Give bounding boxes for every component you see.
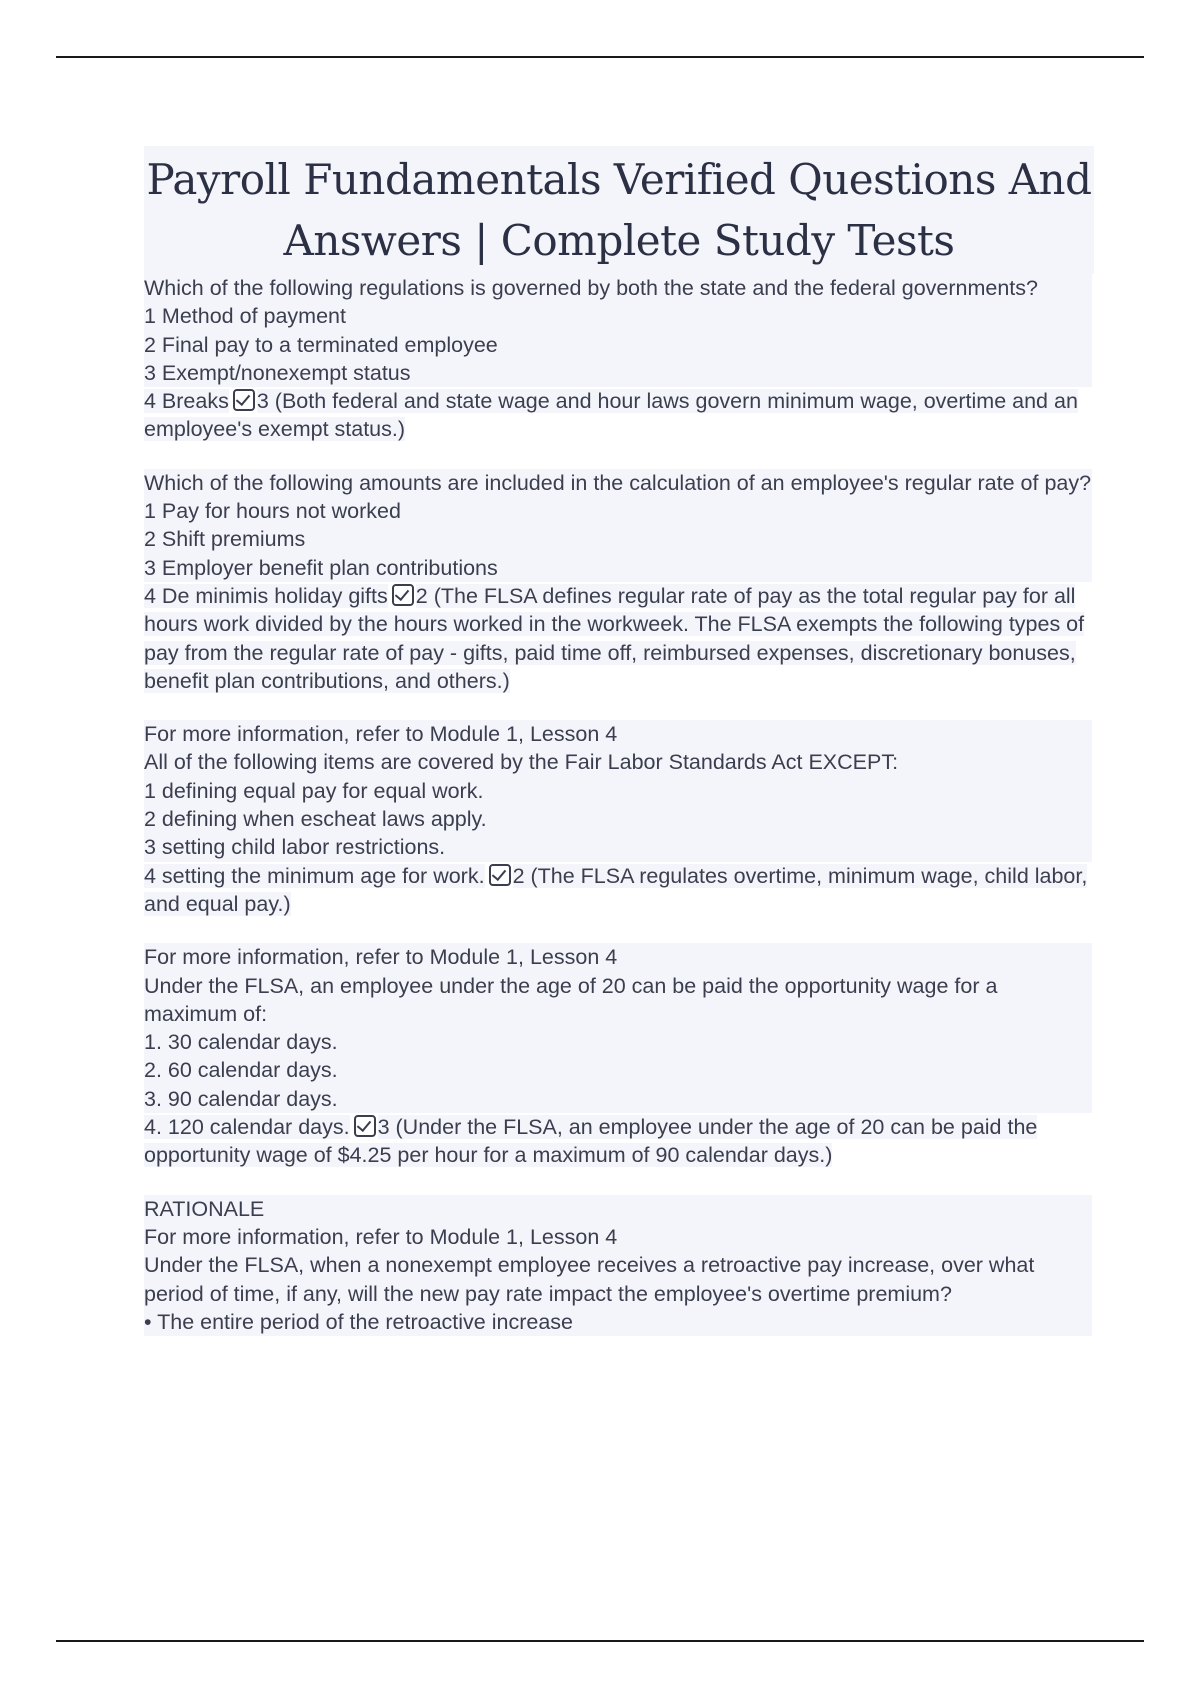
question-block-5 — [144, 1195, 1092, 1336]
option: 1. 30 calendar days. — [144, 1028, 1092, 1056]
option: 4 setting the minimum age for work. — [144, 863, 485, 888]
option: • The entire period of the retroactive increase — [144, 1308, 1092, 1336]
question-text: Under the FLSA, when a nonexempt employee receives a retroactive pay increase, over what period of time, if any, will the new pay rate impact the employee's overtime premium? — [144, 1251, 1092, 1308]
document-title: Payroll Fundamentals Verified Questions And Answers | Complete Study Tests — [144, 146, 1094, 274]
option: 1 defining equal pay for equal work. — [144, 777, 1092, 805]
check-icon — [354, 1115, 376, 1137]
check-icon — [392, 584, 414, 606]
option: 1 Pay for hours not worked — [144, 497, 1092, 525]
option: 3. 90 calendar days. — [144, 1085, 1092, 1113]
answer-text: 2 (The FLSA regulates overtime, minimum wage, child labor, and equal pay.) — [144, 863, 1088, 916]
header-rule — [56, 56, 1144, 58]
option: 4 De minimis holiday gifts — [144, 583, 388, 608]
option: 4. 120 calendar days. — [144, 1115, 350, 1140]
footer-rule — [56, 1640, 1144, 1642]
option: 3 Exempt/nonexempt status — [144, 359, 1092, 387]
question-text: Under the FLSA, an employee under the age of 20 can be paid the opportunity wage for a maximum of: — [144, 972, 1092, 1029]
answer-text: 3 (Under the FLSA, an employee under the age of 20 can be paid the opportunity wage of $4.25 per hour for a maximum of 90 calendar days.) — [144, 1115, 1038, 1168]
option: 2 Final pay to a terminated employee — [144, 331, 1092, 359]
check-icon — [489, 864, 511, 886]
question-block-4 — [144, 943, 1092, 1169]
option: 2 Shift premiums — [144, 525, 1092, 553]
option: 1 Method of payment — [144, 302, 1092, 330]
answer-text: 3 (Both federal and state wage and hour laws govern minimum wage, overtime and an employee's exempt status.) — [144, 389, 1078, 442]
question-block-1 — [144, 274, 1092, 444]
question-text: Which of the following amounts are included in the calculation of an employee's regular rate of pay? — [144, 469, 1092, 497]
reference-text: For more information, refer to Module 1, Lesson 4 — [144, 720, 1092, 748]
option: 3 setting child labor restrictions. — [144, 833, 1092, 861]
reference-text: For more information, refer to Module 1, Lesson 4 — [144, 943, 1092, 971]
question-text: All of the following items are covered by the Fair Labor Standards Act EXCEPT: — [144, 748, 1092, 776]
document-body — [144, 146, 1092, 1336]
check-icon — [233, 389, 255, 411]
option: 3 Employer benefit plan contributions — [144, 554, 1092, 582]
option: 2 defining when escheat laws apply. — [144, 805, 1092, 833]
option: 2. 60 calendar days. — [144, 1056, 1092, 1084]
question-text: Which of the following regulations is governed by both the state and the federal governments? — [144, 274, 1092, 302]
rationale-label: RATIONALE — [144, 1195, 1092, 1223]
question-block-2 — [144, 469, 1092, 695]
answer-text: 2 (The FLSA defines regular rate of pay as the total regular pay for all hours work divided by the hours worked in the workweek. The FLSA exempts the following types of pay from the regular rate of pay - gifts, paid time off, reimbursed expenses, discretionary bonuses, benefit plan contributions, and others.) — [144, 583, 1085, 693]
question-block-3 — [144, 720, 1092, 918]
option: 4 Breaks — [144, 389, 229, 414]
reference-text: For more information, refer to Module 1, Lesson 4 — [144, 1223, 1092, 1251]
